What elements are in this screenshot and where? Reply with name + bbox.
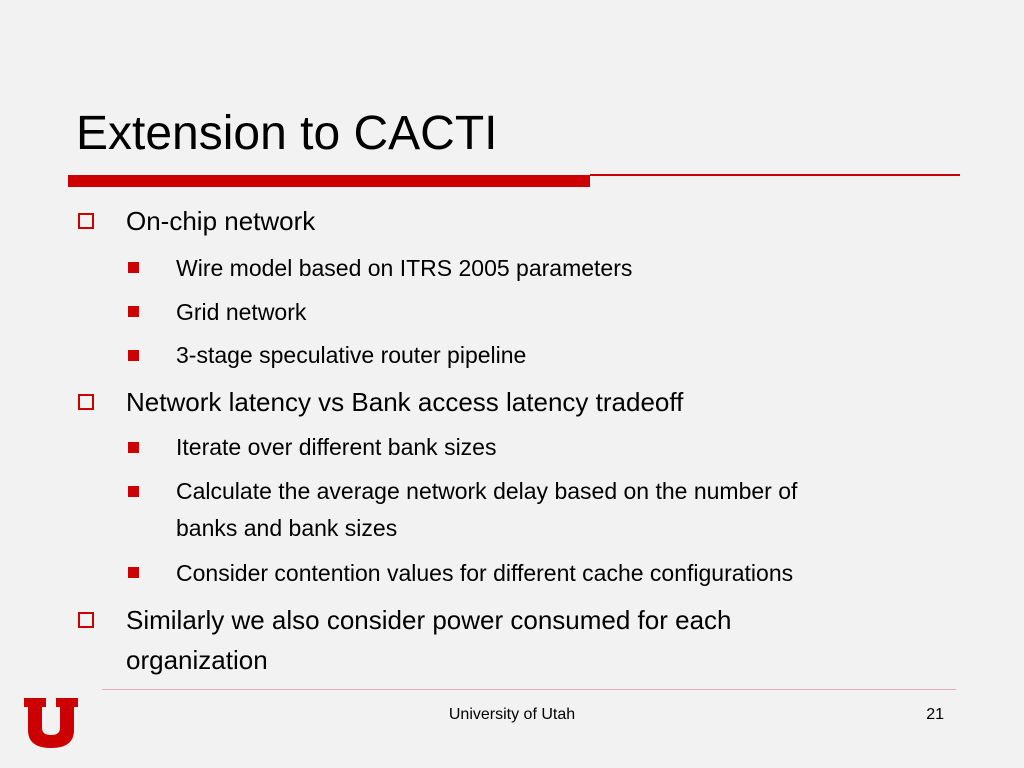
bullet-level1-continuation: organization bbox=[126, 645, 268, 675]
filled-square-icon bbox=[128, 486, 139, 497]
hollow-square-icon bbox=[78, 213, 94, 229]
hollow-square-icon bbox=[78, 394, 94, 410]
filled-square-icon bbox=[128, 306, 139, 317]
filled-square-icon bbox=[128, 262, 139, 273]
bullet-level2-continuation: banks and bank sizes bbox=[176, 515, 398, 541]
bullet-level2: Wire model based on ITRS 2005 parameters bbox=[176, 255, 633, 281]
bullet-level2: Iterate over different bank sizes bbox=[176, 434, 497, 460]
block-u-logo bbox=[24, 698, 78, 748]
filled-square-icon bbox=[128, 442, 139, 453]
filled-square-icon bbox=[128, 567, 139, 578]
bullet-level1: On-chip network bbox=[126, 206, 316, 236]
filled-square-icon bbox=[128, 350, 139, 361]
slide-title: Extension to CACTI bbox=[76, 107, 498, 160]
bullet-level1: Similarly we also consider power consumed for each bbox=[126, 605, 732, 635]
bullet-level2: Consider contention values for different cache configurations bbox=[176, 560, 794, 586]
bullet-level2: Grid network bbox=[176, 299, 307, 325]
bullet-level1: Network latency vs Bank access latency tradeoff bbox=[126, 387, 684, 417]
bullet-level2: Calculate the average network delay based on the number of bbox=[176, 478, 798, 504]
footer-divider bbox=[102, 689, 956, 690]
footer-text: University of Utah bbox=[448, 706, 576, 723]
hollow-square-icon bbox=[78, 612, 94, 628]
bullet-level2: 3-stage speculative router pipeline bbox=[176, 342, 527, 368]
page-number: 21 bbox=[926, 706, 944, 723]
